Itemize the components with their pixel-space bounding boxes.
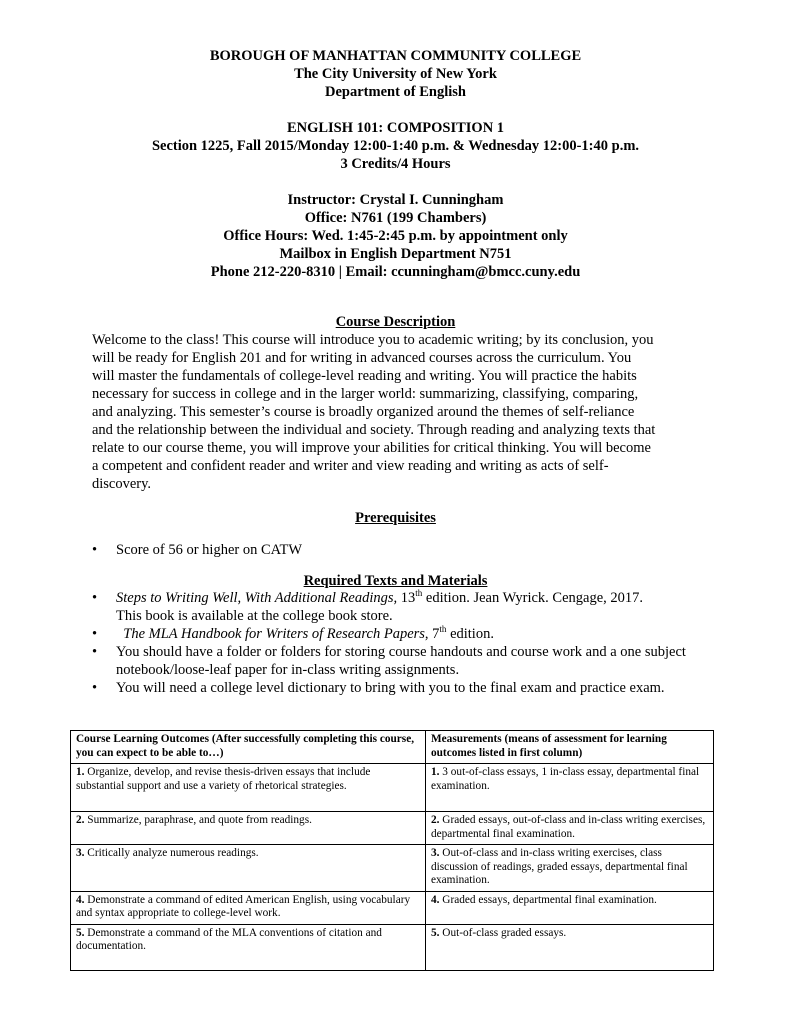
description-line: will master the fundamentals of college-level reading and writing. You will practice the habits: [92, 368, 637, 384]
list-item: • The MLA Handbook for Writers of Research Papers, 7th edition.: [92, 625, 712, 643]
instructor-name: Instructor: Crystal I. Cunningham: [287, 192, 504, 208]
course-section: Section 1225, Fall 2015/Monday 12:00-1:40 p.m. & Wednesday 12:00-1:40 p.m.: [151, 138, 640, 154]
measurement-cell: 1. 3 out-of-class essays, 1 in-class essay, departmental final examination.: [426, 764, 714, 812]
description-line: and analyzing. This semester’s course is broadly organized around the themes of self-reliance: [92, 404, 635, 420]
required-texts-list: [92, 589, 712, 697]
required-texts-heading: Required Texts and Materials: [303, 573, 488, 589]
college-name: BOROUGH OF MANHATTAN COMMUNITY COLLEGE: [209, 48, 582, 64]
course-credits: 3 Credits/4 Hours: [340, 156, 451, 172]
prerequisites-list: [92, 541, 712, 559]
book-availability: This book is available at the college book store.: [116, 608, 393, 624]
description-line: Welcome to the class! This course will introduce you to academic writing; by its conclusion, you: [92, 332, 654, 348]
table-row: [71, 891, 714, 924]
description-line: and the relationship between the individual and society. Through reading and analyzing texts that: [92, 422, 656, 438]
list-item: • Score of 56 or higher on CATW: [92, 541, 712, 559]
measurement-cell: 2. Graded essays, out-of-class and in-class writing exercises, departmental final examination.: [426, 812, 714, 845]
course-title: ENGLISH 101: COMPOSITION 1: [286, 120, 505, 136]
mailbox-location: Mailbox in English Department N751: [279, 246, 512, 262]
table-row: [71, 812, 714, 845]
contact-info: Phone 212-220-8310 | Email: ccunningham@bmcc.cuny.edu: [210, 264, 581, 280]
course-description-text: [92, 331, 704, 493]
measurement-cell: 3. Out-of-class and in-class writing exercises, class discussion of readings, graded essays, departmental final examination.: [426, 845, 714, 892]
book-title: Steps to Writing Well, With Additional Readings,: [116, 590, 398, 606]
list-item: • You will need a college level dictionary to bring with you to the final exam and practice exam.: [92, 679, 712, 697]
table-header-row: [71, 731, 714, 764]
outcome-cell: 1. Organize, develop, and revise thesis-driven essays that include substantial support and use a variety of rhetorical strategies.: [71, 764, 426, 812]
prerequisites-heading: Prerequisites: [355, 510, 436, 526]
office-hours: Office Hours: Wed. 1:45-2:45 p.m. by appointment only: [223, 228, 568, 244]
table-row: [71, 764, 714, 812]
table-row: [71, 845, 714, 892]
description-line: relate to our course theme, you will improve your abilities for critical thinking. You will become: [92, 440, 651, 456]
description-line: necessary for success in college and in the larger world: summarizing, classifying, comparing,: [92, 386, 639, 402]
list-item: • You should have a folder or folders for storing course handouts and course work and a one subject notebook/loose-leaf paper for in-class writing assignments.: [92, 643, 712, 679]
outcome-cell: 3. Critically analyze numerous readings.: [71, 845, 426, 892]
measurement-cell: 4. Graded essays, departmental final examination.: [426, 891, 714, 924]
book-title: The MLA Handbook for Writers of Research Papers: [116, 626, 425, 642]
office-location: Office: N761 (199 Chambers): [304, 210, 487, 226]
learning-outcomes-table: [70, 730, 714, 971]
department-name: Department of English: [325, 84, 466, 100]
measurements-column-header: Measurements (means of assessment for learning outcomes listed in first column): [426, 731, 714, 764]
list-item: • Steps to Writing Well, With Additional Readings, 13th edition. Jean Wyrick. Cengage, 2017. This book is available at the college book store.: [92, 589, 712, 625]
outcome-cell: 4. Demonstrate a command of edited American English, using vocabulary and syntax appropriate to college-level work.: [71, 891, 426, 924]
outcomes-column-header: Course Learning Outcomes (After successfully completing this course, you can expect to be able to…): [71, 731, 426, 764]
table-row: [71, 924, 714, 970]
course-description-heading: Course Description: [335, 314, 456, 330]
university-name: The City University of New York: [294, 66, 497, 82]
outcome-cell: 2. Summarize, paraphrase, and quote from readings.: [71, 812, 426, 845]
description-line: will be ready for English 201 and for writing in advanced courses across the curriculum. You: [92, 350, 632, 366]
measurement-cell: 5. Out-of-class graded essays.: [426, 924, 714, 970]
description-line: a competent and confident reader and writer and view reading and writing as acts of self-: [92, 458, 609, 474]
description-line: discovery.: [92, 476, 152, 492]
outcome-cell: 5. Demonstrate a command of the MLA conventions of citation and documentation.: [71, 924, 426, 970]
